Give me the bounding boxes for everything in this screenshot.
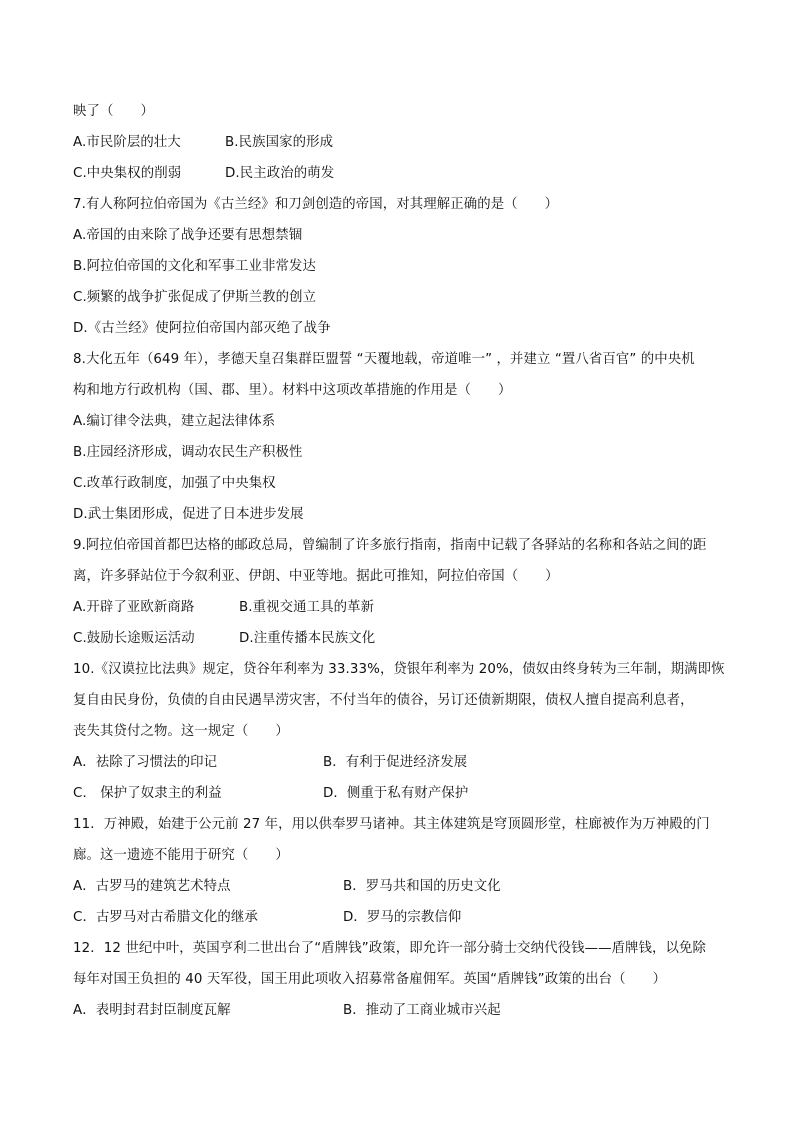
q9-stem-line-1: 9.阿拉伯帝国首都巴达格的邮政总局，曾编制了许多旅行指南，指南中记载了各驿站的名称和各站之间的距 (73, 538, 707, 553)
q6-option-c: C.中央集权的削弱 (73, 166, 182, 181)
q6-options-row-2 (73, 158, 723, 189)
q11-option-b: B．罗马共和国的历史文化 (343, 879, 501, 894)
q8-option-c: C.改革行政制度，加强了中央集权 (73, 476, 276, 491)
q11-option-a: A．古罗马的建筑艺术特点 (73, 879, 231, 894)
q8-stem-line-2: 构和地方行政机构（国、郡、里）。材料中这项改革措施的作用是（ ） (73, 383, 512, 398)
q10-option-c: C． 保护了奴隶主的利益 (73, 786, 222, 801)
q9-options-row-1 (73, 592, 723, 623)
q12-stem-line-1: 12．12 世纪中叶，英国亨利二世出台了“盾牌钱”政策，即允许一部分骑士交纳代役钱——盾牌钱，以免除 (73, 941, 707, 956)
q7-stem: 7.有人称阿拉伯帝国为《古兰经》和刀剑创造的帝国，对其理解正确的是（ ） (73, 197, 559, 212)
q10-stem-line-3: 丧失其贷付之物。这一规定（ ） (73, 724, 289, 739)
q12-options-row-1 (73, 995, 723, 1026)
q6-option-d: D.民主政治的萌发 (225, 166, 335, 181)
exam-page (73, 96, 723, 1026)
q10-option-a: A．祛除了习惯法的印记 (73, 755, 218, 770)
q9-option-d: D.注重传播本民族文化 (239, 631, 376, 646)
q10-option-d: D．侧重于私有财产保护 (323, 786, 469, 801)
q6-stem-tail: 映了（ ） (73, 104, 154, 119)
q6-options-row-1 (73, 127, 723, 158)
q11-stem-line-2: 廊。这一遗迹不能用于研究（ ） (73, 848, 289, 863)
q9-option-a: A.开辟了亚欧新商路 (73, 600, 195, 615)
q8-stem-line-1: 8.大化五年（649 年），孝德天皇召集群臣盟誓 “天覆地载，帝道唯一” ，并建立 “置八省百官” 的中央机 (73, 352, 695, 367)
q6-option-a: A.市民阶层的壮大 (73, 135, 181, 150)
q7-option-c: C.频繁的战争扩张促成了伊斯兰教的创立 (73, 290, 317, 305)
q11-stem-line-1: 11．万神殿，始建于公元前 27 年，用以供奉罗马诸神。其主体建筑是穹顶圆形堂，柱廊被作为万神殿的门 (73, 817, 710, 832)
q10-option-b: B．有利于促进经济发展 (323, 755, 468, 770)
q7-option-d: D.《古兰经》使阿拉伯帝国内部灭绝了战争 (73, 321, 331, 336)
q12-stem-line-2: 每年对国王负担的 40 天军役，国王用此项收入招募常备雇佣军。英国“盾牌钱”政策的出台（ ） (73, 972, 667, 987)
q11-options-row-1 (73, 871, 723, 902)
q12-option-a: A．表明封君封臣制度瓦解 (73, 1003, 231, 1018)
q10-options-row-1 (73, 747, 723, 778)
q11-option-c: C．古罗马对古希腊文化的继承 (73, 910, 258, 925)
q11-option-d: D．罗马的宗教信仰 (343, 910, 462, 925)
q9-stem-line-2: 离，许多驿站位于今叙利亚、伊朗、中亚等地。据此可推知，阿拉伯帝国（ ） (73, 569, 559, 584)
q9-option-b: B.重视交通工具的革新 (239, 600, 375, 615)
q11-options-row-2 (73, 902, 723, 933)
q6-option-b: B.民族国家的形成 (225, 135, 334, 150)
q10-options-row-2 (73, 778, 723, 809)
q10-stem-line-1: 10.《汉谟拉比法典》规定，贷谷年利率为 33.33%，贷银年利率为 20%，债奴由终身转为三年制，期满即恢 (73, 662, 725, 677)
q8-option-d: D.武士集团形成，促进了日本进步发展 (73, 507, 304, 522)
q12-option-b: B．推动了工商业城市兴起 (343, 1003, 501, 1018)
q10-stem-line-2: 复自由民身份，负债的自由民遇旱涝灾害，不付当年的债谷，另订还债新期限，债权人擅自提高利息者， (73, 693, 694, 708)
q7-option-a: A.帝国的由来除了战争还要有思想禁锢 (73, 228, 303, 243)
q8-option-b: B.庄园经济形成，调动农民生产积极性 (73, 445, 303, 460)
q9-option-c: C.鼓励长途贩运活动 (73, 631, 195, 646)
q8-option-a: A.编订律令法典，建立起法律体系 (73, 414, 276, 429)
q7-option-b: B.阿拉伯帝国的文化和军事工业非常发达 (73, 259, 316, 274)
q9-options-row-2 (73, 623, 723, 654)
